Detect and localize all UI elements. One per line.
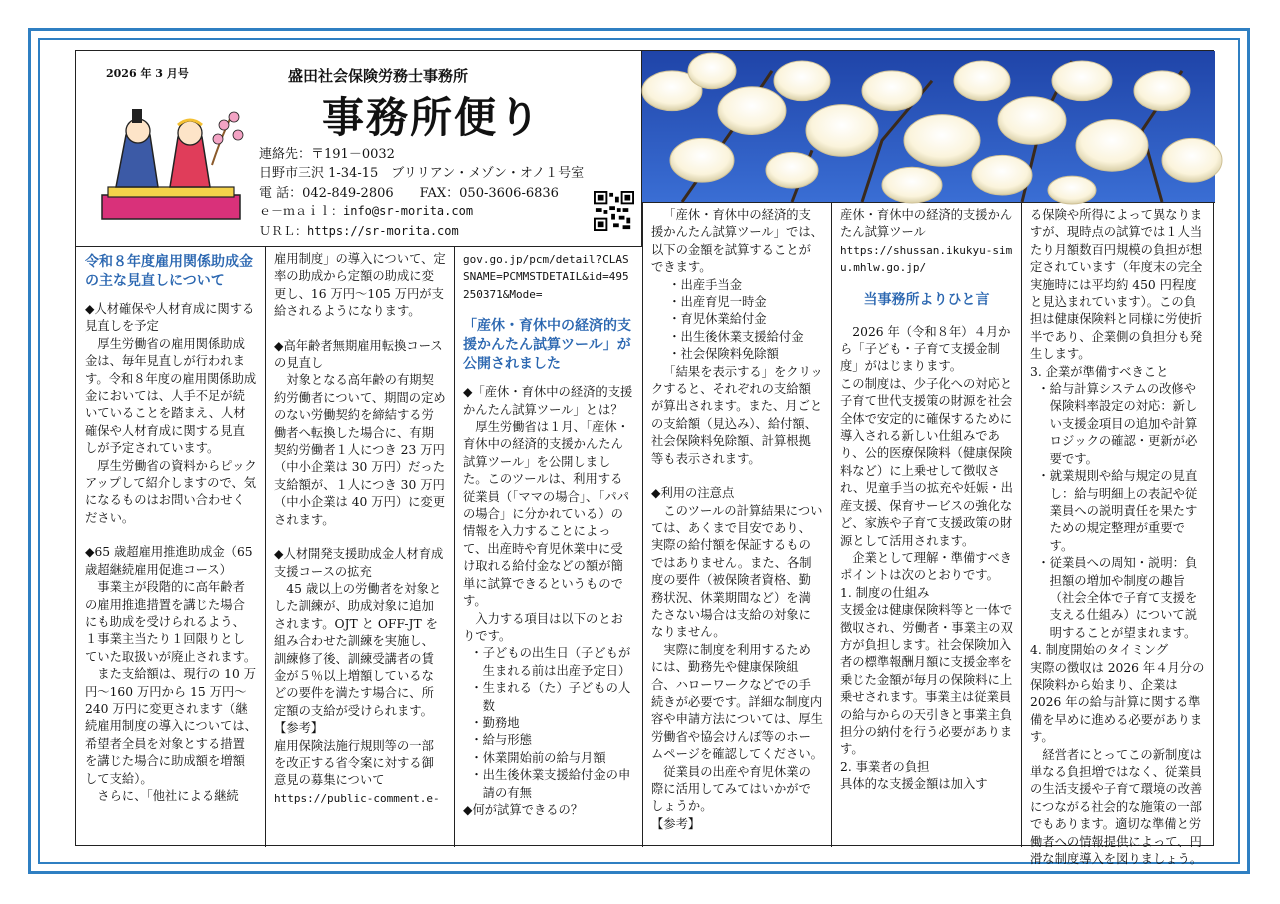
list-item: ・出産育児一時金 [668, 295, 767, 310]
paragraph: る保険や所得によって異なりますが、現時点の試算では１人当たり月額数百円規模の負担が想定されています（年度末の完全実施時には平均約 450 円程度と見込まれています）。この負担は健康保険料と同様に労使折半であり、企業側の負担分も発生します。 [1030, 208, 1203, 362]
article-heading: 「産休・育休中の経済的支援かんたん試算ツール」が公開されました [463, 318, 631, 373]
paragraph: 「産休・育休中の経済的支援かんたん試算ツール」では、以下の金額を試算することができます。 [651, 208, 823, 275]
list-item: ・従業員への周知・説明：負担額の増加や制度の趣旨（社会全体で子育て支援を支える仕組み）について説明することが望まれます。 [1037, 556, 1198, 640]
list-item: ・子どもの出生日（子どもが生まれる前は出産予定日） [470, 646, 631, 678]
section-title: ◆「産休・育休中の経済的支援かんたん試算ツール」とは？ [463, 385, 633, 417]
list-item: ・休業開始前の給与月額 [470, 750, 606, 765]
column-6 [1021, 203, 1215, 867]
hina-doll-icon [92, 95, 250, 223]
section-title: ◆人材開発支援助成金人材育成支援コースの拡充 [274, 547, 444, 579]
paragraph: 2026 年（令和８年）４月から「子ども・子育て支援金制度」がはじまります。 [840, 324, 1011, 374]
paragraph: 雇用制度」の導入について、定率の助成から定額の助成に変更し、16 万円～105 万円が支給されるようになります。 [274, 252, 446, 319]
contact-email: ｅ－ｍａｉｌ：info@sr-morita.com [259, 204, 474, 218]
paragraph: 支援金は健康保険料等と一体で徴収され、労働者・事業主の双方が負担します。社会保険加入者の標準報酬月額に支援金率を乗じた金額が毎月の保険料に上乗せされます。事業主は従業員の給与からの天引きと事業主負担分の納付を行う必要があります。 [840, 603, 1013, 757]
section-title: ◆高年齢者無期雇用転換コースの見直し [274, 338, 443, 371]
list-item: ・出生後休業支援給付金の申請の有無 [470, 768, 631, 800]
paragraph: この制度は、少子化への対応と子育て世代支援策の財源を社会全体で安定的に確保するために導入される新しい仕組みであり、公的医療保険料（健康保険料など）に上乗せして徴収され、児童手当の拡充や妊娠・出産支援、保育サービスの強化など、家族や子育て支援政策の財源として活用されます。 [840, 376, 1013, 548]
prep-items-list [1030, 381, 1207, 642]
list-item: ・社会保険料免除額 [668, 347, 779, 362]
section-title: ◆利用の注意点 [651, 486, 735, 501]
contact-url: ＵＲＬ：https://sr-morita.com [259, 224, 459, 238]
list-item: ・勤務地 [470, 715, 520, 730]
reference-title: 【参考】 [274, 721, 324, 736]
paragraph: 経営者にとってこの新制度は単なる負担増ではなく、従業員の生活支援や子育て環境の改善につながる社会的な施策の一部でもあります。適切な準備と労働者への情報提供によって、円滑な制度導入を図りましょう。 [1030, 747, 1203, 867]
reference-title: 【参考】 [651, 816, 701, 831]
paragraph: 対象となる高年齢の有期契約労働者について、期間の定めのない労働契約を締結する労働者へ転換した場合に、有期契約労働者１人につき 23 万円（中小企業は 30 万円）だった支給額が、１人につき 30 万円（中小企業は 40 万円）に変更されます。 [274, 373, 446, 527]
section-title: 1. 制度の仕組み [840, 585, 930, 600]
section-title: ◆65 歳超雇用推進助成金（65 歳超継続雇用促進コース） [85, 545, 253, 577]
section-title: 3. 企業が準備すべきこと [1030, 364, 1169, 379]
calc-items-list [651, 277, 823, 364]
contact-postcode: 連絡先：〒191－0032 [259, 147, 395, 162]
paragraph: 厚生労働省の雇用関係助成金は、毎年見直しが行われます。令和８年度の雇用関係助成金においては、人手不足が続いていることを踏まえ、人材確保や人材育成に関する見直しが予定されています。 [85, 336, 257, 456]
article-heading: 当事務所よりひと言 [863, 291, 990, 308]
list-item: ・就業規則や給与規定の見直し：給与明細上の表記や従業員への説明責任を果たすための規定整理が重要です。 [1037, 469, 1198, 553]
paragraph: 実際に制度を利用するためには、勤務先や健康保険組合、ハローワークなどでの手続きが必要です。詳細な制度内容や申請方法については、厚生労働省や協会けんぽ等のホームページを確認してください。 [651, 642, 823, 762]
list-item: ・給与計算システムの改修や保険料率設定の対応：新しい支援金項目の追加や計算ロジックの確認・更新が必要です。 [1037, 382, 1198, 466]
newsletter-sheet [75, 50, 1214, 867]
paragraph: 厚生労働省は１月、「産休・育休中の経済的支援かんたん試算ツール」を公開しました。このツールは、利用する従業員（「ママの場合」、「パパの場合」に分かれている）の情報を入力することによって、出産時や育児休業中に受け取れる給付金などの額が簡単に試算できるというものです。 [463, 420, 630, 609]
reference-text: 産休・育休中の経済的支援かんたん試算ツール [840, 208, 1013, 240]
magnolia-photo [642, 51, 1215, 203]
paragraph: 事業主が段階的に高年齢者の雇用推進措置を講じた場合にも助成を受けられるよう、１事業主当たり１回限りとしていた取扱いが廃止されます。 [85, 580, 257, 664]
list-item: ・給与形態 [470, 733, 532, 748]
paragraph: このツールの計算結果については、あくまで目安であり、実際の給付額を保証するものではありません。また、各制度の要件（被保険者資格、勤務状況、休業期間など）を満たさない場合は支給の対象になりません。 [651, 503, 823, 640]
section-title: ◆何が試算できるの？ [463, 802, 584, 817]
masthead [76, 51, 642, 247]
reference-text: 雇用保険法施行規則等の一部を改正する省令案に対する御意見の募集について [274, 738, 434, 788]
input-items-list [463, 645, 634, 802]
section-title: ◆人材確保や人材育成に関する見直しを予定 [85, 302, 255, 334]
reference-url: gov.go.jp/pcm/detail?CLASSNAME=PCMMSTDETAIL&id=495250371&Mode= [463, 253, 629, 301]
paragraph: 「結果を表示する」をクリックすると、それぞれの支給額が算出されます。また、月ごとの支給額（見込み）、給付額、社会保険料免除額、計算根拠等も表示されます。 [651, 364, 823, 466]
paragraph: さらに、「他社による継続 [97, 788, 239, 803]
column-3 [454, 247, 642, 847]
paragraph: また支給額は、現行の 10 万円～160 万円から 15 万円～240 万円に変更されます（継続雇用制度の導入については、希望者全員を対象とする措置を講じた場合に助成額を増額して支給）。 [85, 667, 257, 786]
qr-code-icon [594, 191, 634, 231]
issue-date: 2026 年 3 月号 [106, 67, 189, 80]
list-item: ・出生後休業支援給付金 [668, 329, 804, 344]
newsletter-title: 事務所便り [322, 93, 543, 142]
paragraph: 45 歳以上の労働者を対象とした訓練が、助成対象に追加されます。OJT と OFF-JT を組み合わせた訓練を実施し、訓練修了後、訓練受講者の賃金が５％以上増額しているなどの要件を満たす場合に、所定額の支給が受けられます。 [274, 581, 442, 718]
paragraph: 具体的な支援金額は加入す [840, 777, 988, 792]
paragraph: 厚生労働省の資料からピックアップして紹介しますので、気になるものはお問い合わせください。 [85, 458, 257, 525]
article-heading: 令和８年度雇用関係助成金の主な見直しについて [85, 254, 253, 289]
section-title: 2. 事業者の負担 [840, 759, 930, 774]
paragraph: 実際の徴収は 2026 年４月分の保険料から始まり、企業は 2026 年の給与計算に関する準備を早めに進める必要があります。 [1030, 660, 1205, 745]
list-item: ・生まれる（た）子どもの人数 [470, 681, 631, 713]
section-title: 4. 制度開始のタイミング [1030, 643, 1169, 658]
paragraph: 入力する項目は以下のとおりです。 [463, 611, 623, 643]
office-name: 盛田社会保険労務士事務所 [288, 67, 469, 85]
column-2 [265, 247, 454, 847]
contact-address: 日野市三沢 1-34-15 ブリリアン・メゾン・オノ１号室 [259, 166, 585, 181]
paragraph: 企業として理解・準備すべきポイントは次のとおりです。 [840, 550, 1012, 583]
column-4 [642, 203, 831, 847]
paragraph: 従業員の出産や育児休業の際に活用してみてはいかがでしょうか。 [651, 764, 811, 814]
column-1 [76, 247, 265, 847]
list-item: ・育児休業給付金 [668, 312, 767, 327]
reference-url: https://public-comment.e- [274, 791, 440, 805]
column-5 [831, 203, 1021, 847]
contact-phone-fax: 電 話：042-849-2806 FAX：050-3606-6836 [259, 186, 559, 201]
list-item: ・出産手当金 [668, 277, 743, 292]
reference-url: https://shussan.ikukyu-simu.mhlw.go.jp/ [840, 243, 1013, 275]
